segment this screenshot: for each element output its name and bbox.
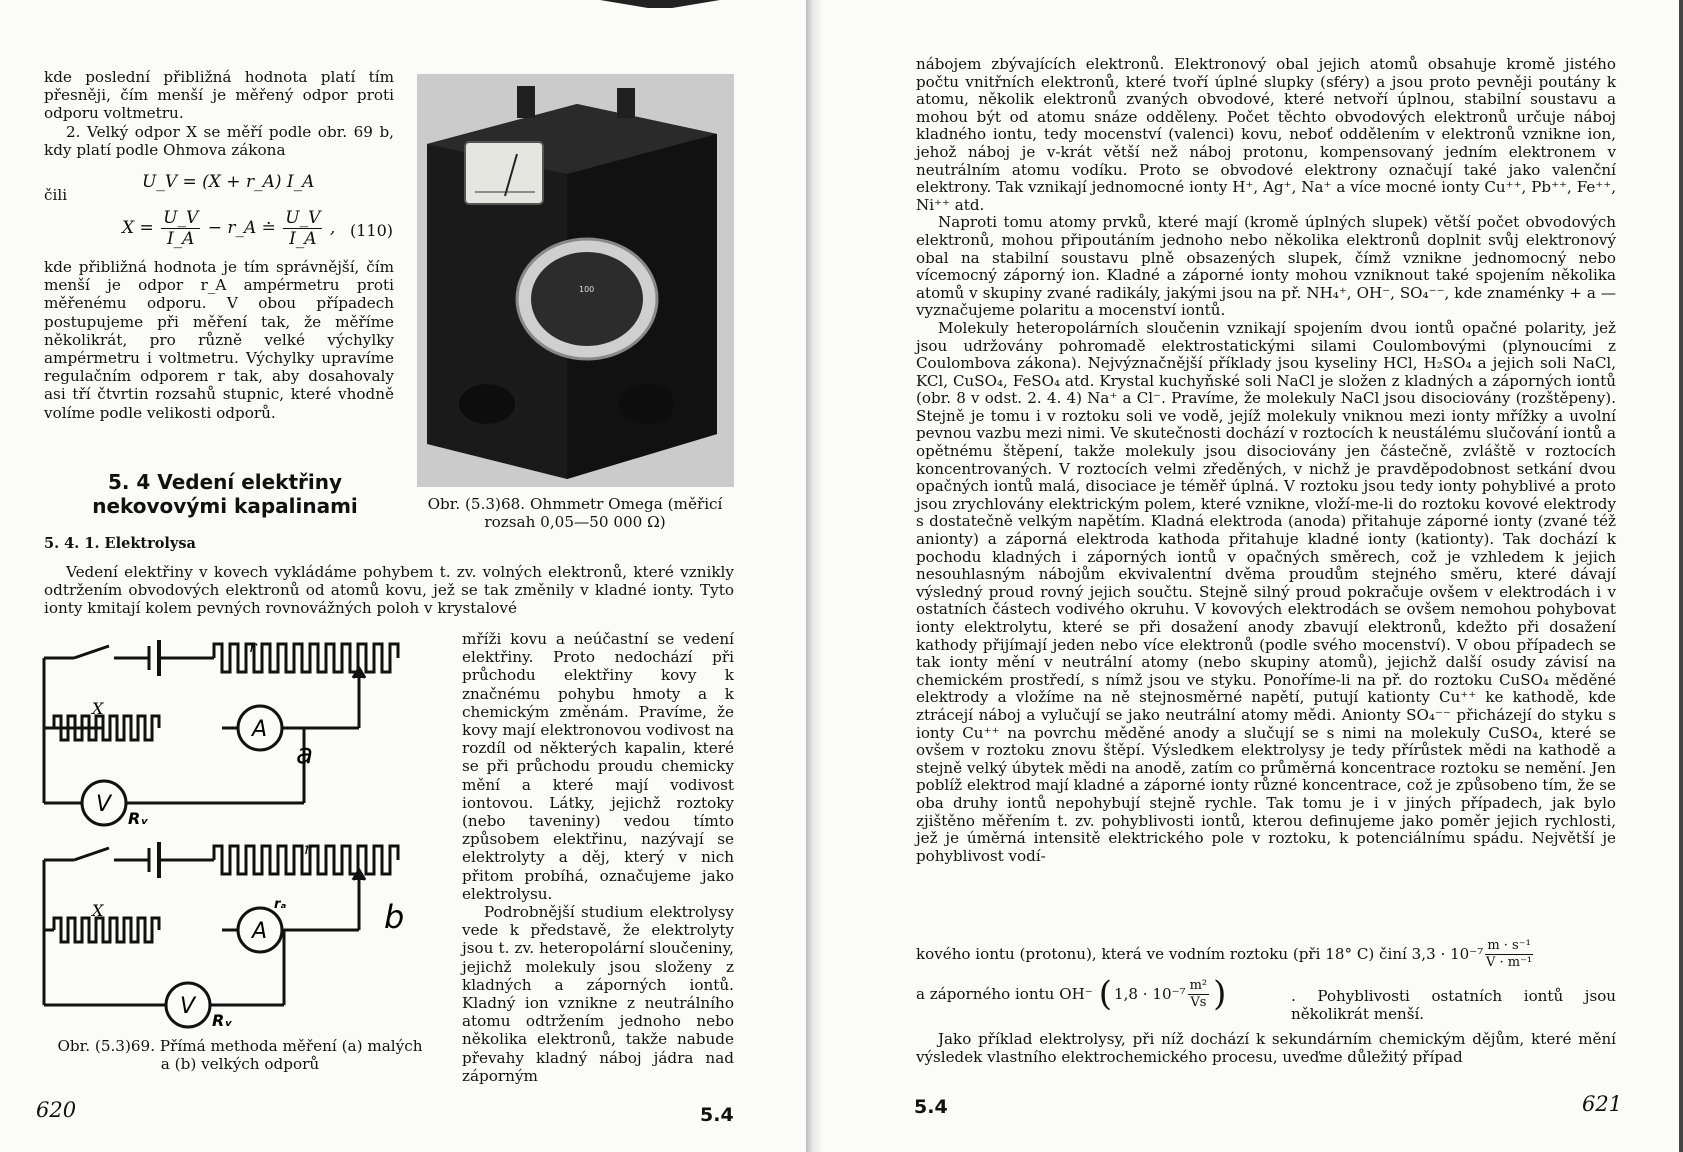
mobility-1-text: kového iontu (protonu), která ve vodním roztoku (při 18° C) činí 3,3 · 10⁻⁷ [916,945,1484,964]
right-body [916,56,1616,865]
section-heading [80,470,370,518]
photo-caption-line2: rozsah 0,05—50 000 Ω) [484,513,666,531]
photo-caption-line1: Obr. (5.3)68. Ohmmetr Omega (měřicí [427,495,723,513]
formula-uv [142,172,314,192]
page-edge [1679,0,1683,1152]
formula-tail: , [329,218,336,238]
subsection-heading: 5. 4. 1. Elektrolysa [44,535,196,552]
cili-label: čili [44,186,68,204]
circuit-caption-line2: a (b) velkých odporů [160,1055,320,1073]
label-r-a: r [249,637,257,656]
label-case-a: a [296,737,314,770]
formula-mid: − r_A ≐ [207,218,276,238]
left-body-full [44,563,734,618]
mobility-line-1 [916,938,1616,971]
section-marker-left: 5.4 [700,1104,734,1126]
mobility-2-value: 1,8 · 10⁻⁷ [1113,985,1186,1004]
formula-lhs: X = [122,218,154,238]
para-after-text: kde přibližná hodnota je tím správnější, čím menší je odpor r_A ampérmetru proti měřenému odporu. V obou případech postupujeme při měření tak, že měříme několikrát, pro různě velké výchylky ampérmetru i voltmetru. Výchylky upravíme regulačním odporem r tak, aby dosahovaly asi tří čtvrtin rozsahů stupnic, které vhodně volíme podle velikosti odporů. [44,258,394,422]
left-para-after [44,258,394,422]
photo-caption [410,495,740,531]
circuit-diagrams [34,628,454,1048]
formula-uv-text: U_V = (X + r_A) I_A [142,172,315,192]
book-gutter [806,0,822,1152]
page-number-right: 621 [1582,1092,1623,1116]
right-final [916,1030,1616,1066]
mobility-line-2-tail [916,974,1616,1023]
label-r-b: r [304,839,312,858]
right-para-2: Naproti tomu atomy prvků, které mají (kromě úplných slupek) větší počet obvodových elektronů, mohou připoutáním jednoho nebo několika elektronů doplnit svůj elektronový obal na stabilní soustavu plně obsazených slupek, čímž vznikne jednomocný nebo vícemocný záporný ion. Kladné a záporné ionty mohou vzniknout také spojením několika atomů v skupiny zvané radikály, jakými jsou na př. NH₄⁺, OH⁻, SO₄⁻⁻, kde znaménky + a — vyznačujeme polaritu a mocenství iontů. [916,213,1616,320]
label-case-b: b [384,898,405,936]
label-x-b: X [92,901,104,920]
body-col-text: mříži kovu a neúčastní se vedení elektřiny. Proto nedochází při průchodu elektřiny kovy k značnému pohybu hmoty a k chemickým změnám. Pravíme, že kovy mají elektronovou vodivost na rozdíl od některých kapalin, které se při průchodu proudu chemicky mění a které mají vodivost iontovou. Látky, jejichž roztoky (nebo taveniny) vedou tímto způsobem elektřinu, nazývají se elektrolyty a děj, který v nich přitom probíhá, označujeme jako elektrolysu. [462,630,734,903]
right-para-3: Molekuly heteropolárních sloučenin vznikají spojením dvou iontů opačné polarity, jež jsou udržovány pohromadě elektrostatickými silami Coulombovými (plynoucími z Coulombova zákona). Nejvýznačnější příklady jsou kyseliny HCl, H₂SO₄ a jejich soli NaCl, KCl, CuSO₄, FeSO₄ atd. Krystal kuchyňské soli NaCl je složen z kladných a záporných iontů (obr. 8 v odst. 2. 4. 4) Na⁺ a Cl⁻. Pravíme, že molekuly NaCl jsou disociovány (rozštěpeny). Stejně je tomu i v roztoku soli ve vodě, jejíž molekuly vniknou mezi ionty mřížky a uvolní pevnou vazbu mezi nimi. Ve skutečnosti dochází v roztocích k neustálému slučování iontů a opětnému štěpení, takže molekuly jsou disociovány jen částečně, zvláště v roztocích koncentrovaných. V roztocích velmi zředěných, v nichž je pravděpodobnost setkání dvou opačných iontů malá, disociace je téměř úplná. V roztoku jsou tedy ionty pohyblivé a proto jsou zrychlovány elektrickým polem, které vznikne, vloží-me-li do roztoku kovové elektrody s dostatečně velkým napětím. Kladná elektroda (anoda) přitahuje záporné ionty (zvané též anionty) a záporná elektroda kathoda přitahuje kladné ionty (kationty). Tak dochází k pochodu kladných i záporných iontů v opačných směrech, což je vzhledem k jejich nesouhlasným nábojům ekvivalentní dvěma proudům stejného směru, které dávají výsledný proud rovný jejich součtu. Stejně silný proud pokračuje ovšem v elektrodách i v ostatních částech vodivého okruhu. V kovových elektrodách se ovšem nemohou pohybovat ionty elektrolytu, které se při dosažení anody zbavují elektronů, kdežto při dosažení kathody přijímají jeden nebo více elektronů (podle svého mocenství). V obou případech se tak ionty mění v neutrální atomy (nebo skupiny atomů), jejichž další osudy závisí na chemickém prostředí, s nímž jsou ve styku. Ponoříme-li na př. do roztoku CuSO₄ měděné elektrody a vložíme na ně stejnosměrné napětí, putují kationty Cu⁺⁺ ke kathodě, kde ztrácejí náboj a vylučují se jako neutrální atomy mědi. Anionty SO₄⁻⁻ přicházejí do styku s ionty Cu⁺⁺ na povrchu měděné anody a slučují se s nimi na molekuly CuSO₄, které se ovšem v roztoku znovu štěpí. Výsledkem elektrolysy je tedy přírůstek mědi na kathodě a stejně velký úbytek mědi na anodě, zatím co průměrná koncentrace roztoku se nemění. Jen poblíž elektrod mají kladné a záporné ionty různé koncentrace, což je způsobeno tím, že se oba druhy iontů nepohybují stejně rychle. Tak tomu je i v jiných případech, jak bylo zjištěno měřením t. zv. pohyblivosti iontů, kterou definujeme jako poměr jejich rychlosti, jež je úměrná intensitě elektrického pole v roztoku, k potenciálnímu spádu. Největší je pohyblivost vodí- [916,318,1616,865]
label-voltmeter-b: V [180,994,196,1019]
mobility-2-num: m² [1189,978,1208,993]
section-heading-line1: 5. 4 Vedení elektřiny [107,470,343,494]
fraction-1 [161,208,200,249]
paren-open: ( [1098,974,1112,1015]
body-full-text: Vedení elektřiny v kovech vykládáme pohybem t. zv. volných elektronů, které vznikly odtržením obvodových elektronů od atomů kovu, jež se tak změnily v kladné ionty. Tyto ionty kmitají kolem pevných rovnovážných poloh v krystalové [44,563,734,618]
fraction-1-den: I_A [166,229,195,249]
fraction-2-den: I_A [289,229,317,249]
intro-para-1: kde poslední přibližná hodnota platí tím přesněji, čím menší je měřený odpor proti odporu voltmetru. [44,68,394,123]
section-heading-line2: nekovovými kapalinami [92,494,358,518]
left-intro [44,68,394,159]
mobility-1-num: m · s⁻¹ [1487,938,1531,953]
fraction-2 [283,208,322,249]
label-voltmeter-a: V [96,792,112,817]
ohmmeter-photo [417,74,734,487]
mobility-2-post: . Pohyblivosti ostatních iontů jsou několikrát menší. [1291,987,1616,1023]
intro-para-2: 2. Velký odpor X se měří podle obr. 69 b, kdy platí podle Ohmova zákona [44,122,394,159]
fraction-1-num: U_V [163,208,199,228]
meter-dial-label: 100 [579,285,595,294]
label-ammeter-a: A [252,717,268,742]
circuit-caption [30,1037,450,1073]
circuit-b [44,842,398,1027]
mobility-1-fraction [1485,938,1532,971]
section-marker-right: 5.4 [914,1096,948,1118]
body-col2-text: Podrobnější studium elektrolysy vede k představě, že elektrolyty jsou t. zv. heteropolární sloučeniny, jejichž molekuly jsou složeny z kladných a záporných iontů. Kladný ion vznikne z neutrálního atomu odtržením jednoho nebo několika elektronů, takže nabude převahy kladný náboj jádra nad záporným [462,903,734,1085]
left-body-column [462,630,734,1085]
mobility-1-den: V · m⁻¹ [1485,955,1533,970]
paren-close: ) [1213,974,1227,1015]
label-rv-a: Rᵥ [128,809,149,828]
mobility-2-pre: a záporného iontu OH⁻ [916,985,1093,1004]
circuit-caption-line1: Obr. (5.3)69. Přímá methoda měření (a) malých [57,1037,423,1055]
page-number-left: 620 [36,1098,77,1122]
label-x-a: X [92,699,104,718]
equation-number: (110) [350,221,394,240]
label-ammeter-b: A [252,919,268,944]
mobility-2-den: Vs [1190,995,1207,1010]
label-rv-b: Rᵥ [212,1011,233,1030]
right-para-1: nábojem zbývajících elektronů. Elektronový obal jejich atomů obsahuje kromě jistého počtu vnitřních elektronů, které tvoří úplné slupky (sféry) a jsou proto pevněji poutány k atomu, několik elektronů zvaných obvodové, které netvoří úplnou, stabilní soustavu a mohou být od atomu snáze odděleny. Počet těchto obvodových elektronů určuje náboj kladného iontu, tedy mocenství (valenci) kovu, neboť oddělením v elektronů vznikne ion, jehož náboj je v-krát větší než náboj protonu, kompensovaný jedním elektronem v neutrálním atomu vodíku. Proto se obvodové elektrony označují také jako valenční elektrony. Tak vznikají jednomocné ionty H⁺, Ag⁺, Na⁺ a více mocné ionty Cu⁺⁺, Pb⁺⁺, Fe⁺⁺, Ni⁺⁺ atd. [916,55,1616,214]
fraction-2-num: U_V [285,208,321,228]
label-ra-b: rₐ [274,897,287,912]
right-final-text: Jako příklad elektrolysy, při níž dochází k sekundárním chemickým dějům, které mění výsledek vlastního elektrochemického procesu, uveďme důležitý případ [916,1030,1616,1066]
